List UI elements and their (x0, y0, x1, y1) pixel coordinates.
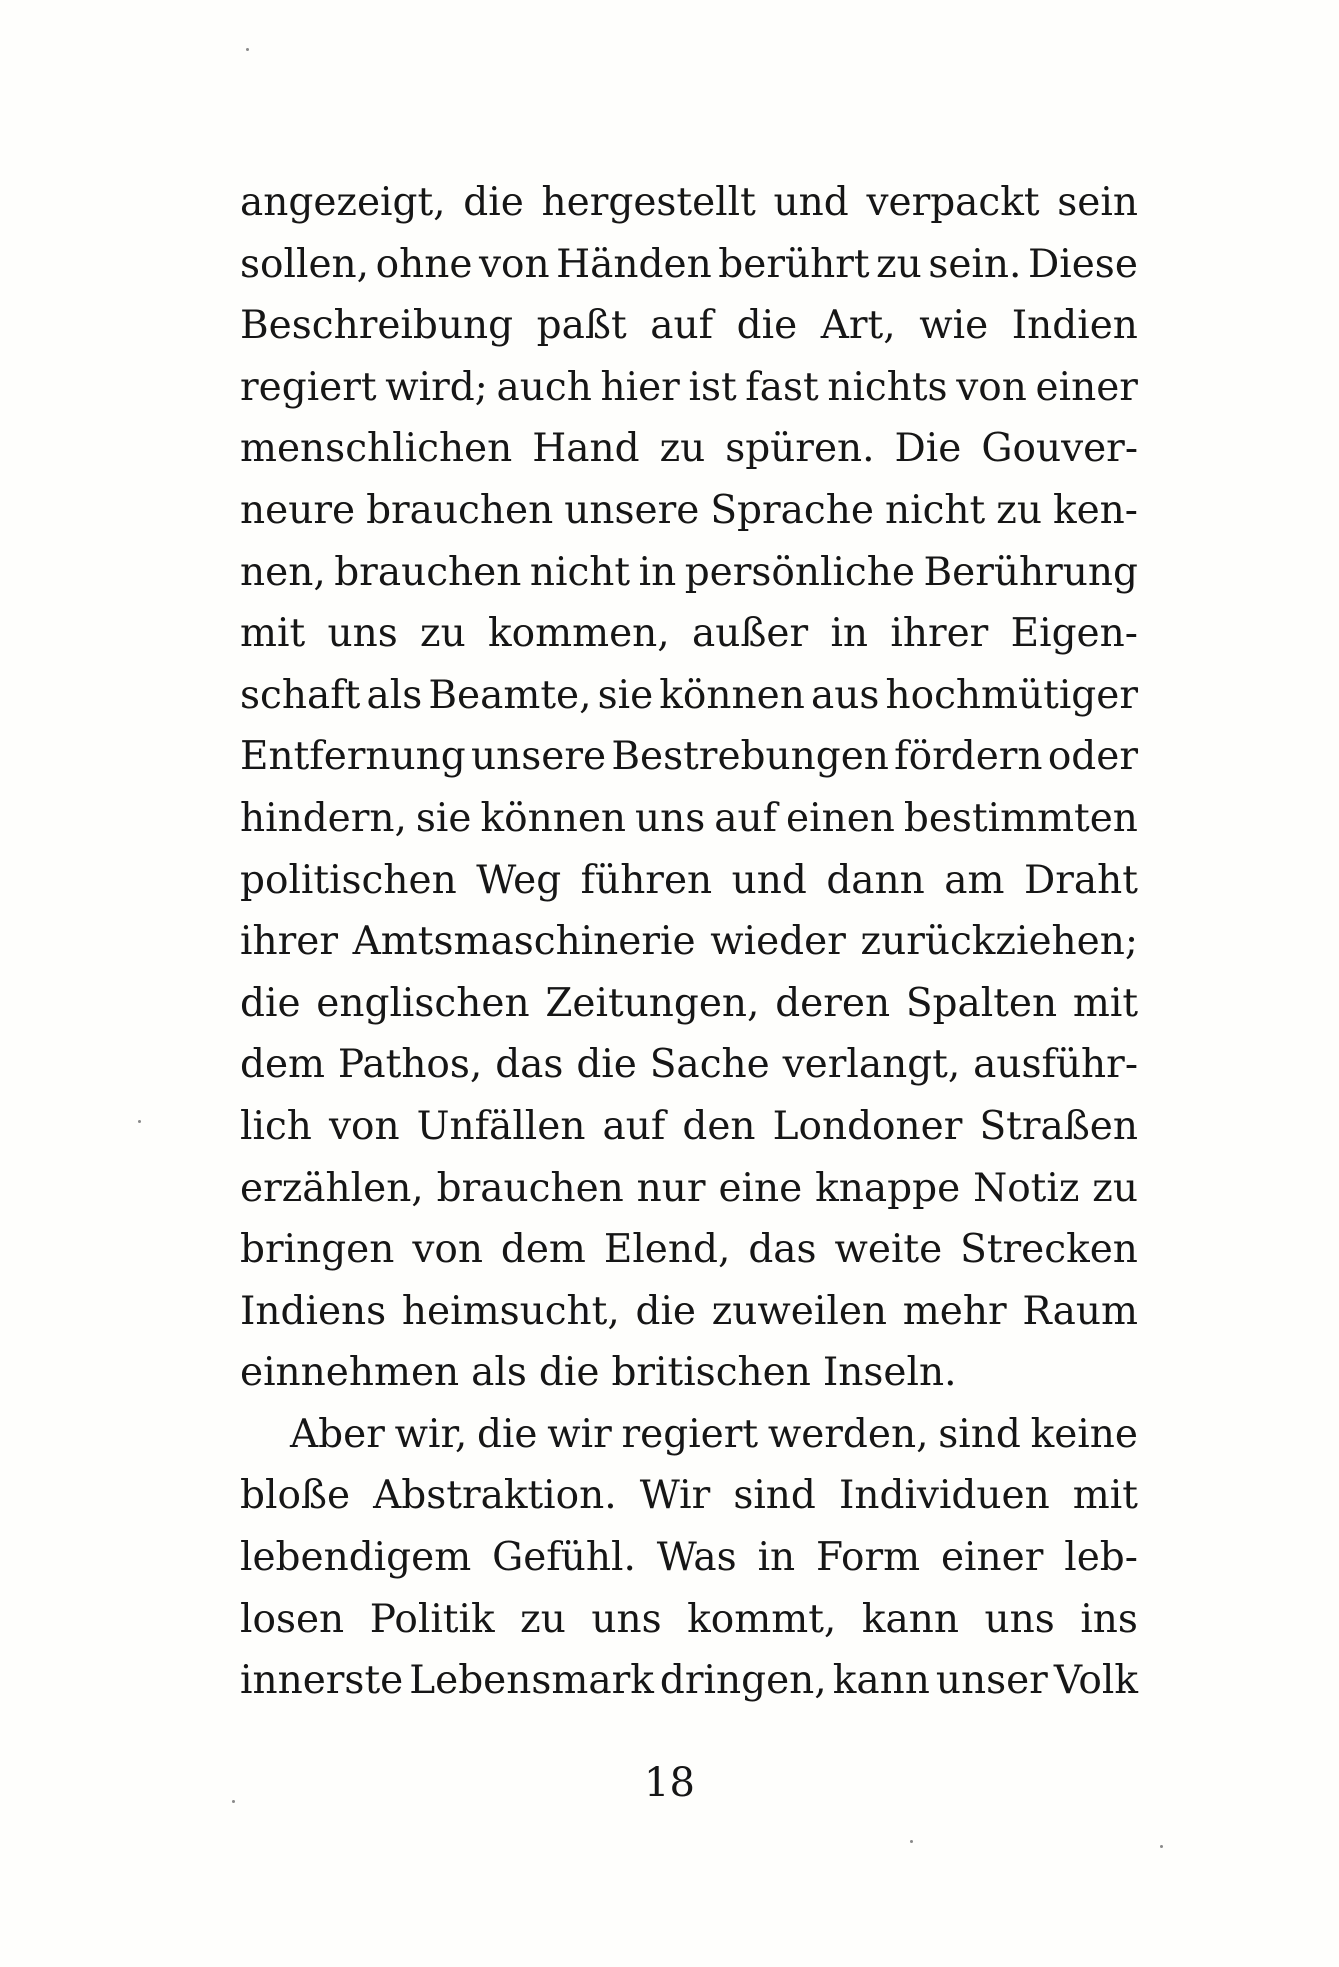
word: oder (1047, 734, 1138, 780)
word: sollen, (240, 241, 370, 287)
text-line (240, 726, 1138, 788)
word: mit (1072, 1473, 1138, 1519)
text-line (240, 911, 1138, 973)
word: Die (894, 426, 962, 472)
text-line (240, 1527, 1138, 1589)
word: zu (520, 1596, 566, 1642)
word: Londoner (772, 1103, 963, 1149)
word: nicht (885, 487, 986, 533)
word: Zeitungen, (545, 980, 760, 1026)
word: einen (786, 795, 895, 841)
word: die (576, 1042, 637, 1088)
text-line (240, 1281, 1138, 1343)
word: verpackt (866, 180, 1040, 225)
word: Entfernung (240, 734, 466, 780)
text-line (240, 603, 1138, 665)
word: dem (240, 1042, 326, 1088)
word: deren (775, 980, 891, 1026)
word: die (240, 980, 301, 1026)
word: zu (1092, 1165, 1138, 1211)
word: wie (919, 303, 989, 349)
word: das (495, 1042, 564, 1088)
word: Weg (476, 857, 562, 903)
word: von (328, 1103, 400, 1149)
word: Beschreibung (240, 303, 514, 349)
word: sind (733, 1473, 816, 1519)
word: Hand (532, 426, 640, 472)
word: kann (861, 1596, 959, 1642)
word: von (412, 1227, 483, 1273)
body-text (240, 172, 1138, 1712)
word: als (366, 672, 423, 718)
word: uns (635, 795, 706, 841)
word: ken- (1052, 487, 1138, 533)
text-line (240, 1342, 1138, 1404)
word: unser (935, 1658, 1048, 1704)
word: leb- (1064, 1535, 1138, 1581)
word: lich (240, 1103, 312, 1149)
word: kann (832, 1658, 930, 1704)
word: das (748, 1227, 817, 1273)
word: zuweilen (711, 1288, 888, 1334)
word: einer (1035, 364, 1138, 410)
word: Straßen (979, 1103, 1138, 1149)
word: mehr (902, 1288, 1007, 1334)
word: sie (597, 672, 654, 718)
word: Form (816, 1535, 921, 1581)
word: losen (240, 1596, 345, 1642)
text-line (240, 418, 1138, 480)
text-line (240, 357, 1138, 419)
word: in (757, 1535, 796, 1581)
word: mit (240, 611, 306, 657)
word: regiert (240, 364, 377, 410)
word: bestimmten (903, 795, 1138, 841)
word: fördern (894, 734, 1043, 780)
word: kommen, (488, 611, 670, 657)
word: nichts (827, 364, 948, 410)
word: Gefühl. (492, 1535, 636, 1581)
word: brauchen (366, 487, 554, 533)
word: zurückziehen; (860, 919, 1138, 965)
word: Elend, (603, 1227, 731, 1273)
word: von (478, 241, 550, 287)
word: von (956, 364, 1027, 410)
word: weite (834, 1227, 943, 1273)
word: Art, (820, 303, 896, 349)
paper-speck (232, 1800, 235, 1803)
word: Raum (1022, 1288, 1138, 1334)
word: schaft (240, 672, 361, 718)
text-line (240, 1158, 1138, 1220)
word: hindern, (240, 795, 407, 841)
word: britischen (611, 1350, 811, 1396)
word: können (480, 795, 627, 841)
word: außer (691, 611, 809, 657)
word: Berührung (923, 549, 1138, 595)
word: als (471, 1350, 527, 1396)
word: wird; (385, 364, 488, 410)
text-line (240, 1650, 1138, 1712)
word: nur (636, 1165, 706, 1211)
word: dem (500, 1227, 586, 1273)
word: regiert (621, 1411, 759, 1457)
word: Eigen- (1010, 611, 1138, 657)
word: menschlichen (240, 426, 513, 472)
text-line (240, 1404, 1138, 1466)
word: fast (745, 364, 819, 410)
word: ihrer (240, 919, 338, 965)
word: spüren. (725, 426, 875, 472)
word: innerste (240, 1658, 404, 1704)
word: können (659, 672, 805, 718)
text-line (240, 850, 1138, 912)
word: werden, (767, 1411, 929, 1457)
word: Gouver- (981, 426, 1138, 472)
word: auch (496, 364, 592, 410)
word: Notiz (973, 1165, 1080, 1211)
word: hergestellt (541, 180, 756, 225)
text-line (240, 542, 1138, 604)
word: zu (996, 487, 1042, 533)
word: wir (547, 1411, 612, 1457)
word: dringen, (659, 1658, 827, 1704)
word: uns (591, 1596, 662, 1642)
word: lebendigem (240, 1535, 472, 1581)
word: am (944, 857, 1005, 903)
word: ins (1080, 1596, 1138, 1642)
word: sein (1057, 180, 1138, 225)
word: Händen (556, 241, 712, 287)
word: Indiens (240, 1288, 387, 1334)
text-line (240, 295, 1138, 357)
word: die (463, 180, 524, 225)
word: wieder (710, 919, 846, 965)
word: die (635, 1288, 697, 1334)
word: politischen (240, 857, 457, 903)
word: erzählen, (240, 1165, 424, 1211)
word: angezeigt, (240, 180, 446, 225)
word: auf (650, 303, 714, 349)
word: Spalten (905, 980, 1058, 1026)
word: aus (810, 672, 880, 718)
word: sein. (928, 241, 1022, 287)
word: und (731, 857, 807, 903)
word: führen (580, 857, 713, 903)
word: die (538, 1350, 600, 1396)
paragraph-2 (240, 1404, 1138, 1712)
word: Aber (290, 1411, 385, 1457)
paper-speck (246, 48, 249, 51)
word: knappe (815, 1165, 961, 1211)
word: kommt, (687, 1596, 837, 1642)
word: und (773, 180, 849, 225)
word: hier (600, 364, 680, 410)
text-line (240, 788, 1138, 850)
word: hochmütiger (885, 672, 1138, 718)
word: heimsucht, (401, 1288, 620, 1334)
word: zu (420, 611, 466, 657)
word: unsere (564, 487, 700, 533)
paper-speck (138, 1120, 141, 1123)
word: persönliche (684, 549, 915, 595)
word: Beamte, (428, 672, 592, 718)
word: mit (1072, 980, 1138, 1026)
word: wir, (394, 1411, 468, 1457)
word: keine (1030, 1411, 1138, 1457)
word: Inseln. (822, 1350, 957, 1396)
word: Indien (1011, 303, 1138, 349)
word: Diese (1027, 241, 1138, 287)
word: einer (940, 1535, 1044, 1581)
text-line (240, 480, 1138, 542)
text-line (240, 973, 1138, 1035)
word: Amtsmaschinerie (352, 919, 696, 965)
word: Strecken (960, 1227, 1138, 1273)
word: Volk (1053, 1658, 1138, 1704)
word: sind (938, 1411, 1021, 1457)
word: Bestrebungen (611, 734, 889, 780)
word: ihrer (890, 611, 989, 657)
word: paßt (536, 303, 627, 349)
word: unsere (471, 734, 607, 780)
word: auf (602, 1103, 666, 1149)
word: ohne (375, 241, 473, 287)
word: zu (876, 241, 922, 287)
word: brauchen (436, 1165, 624, 1211)
word: verlangt, (782, 1042, 961, 1088)
word: sie (415, 795, 472, 841)
word: in (830, 611, 869, 657)
word: nen, (240, 549, 326, 595)
word: Pathos, (337, 1042, 483, 1088)
word: bringen (240, 1227, 395, 1273)
word: Lebensmark (409, 1658, 654, 1704)
text-line (240, 1034, 1138, 1096)
word: englischen (316, 980, 530, 1026)
word: in (638, 549, 677, 595)
page-number: 18 (644, 1760, 695, 1806)
word: Unfällen (416, 1103, 586, 1149)
word: ist (688, 364, 737, 410)
word: Abstraktion. (373, 1473, 617, 1519)
word: Draht (1023, 857, 1138, 903)
word: Wir (639, 1473, 711, 1519)
text-line (240, 1096, 1138, 1158)
word: die (476, 1411, 538, 1457)
paragraph-1 (240, 172, 1138, 1404)
word: die (736, 303, 798, 349)
word: uns (327, 611, 398, 657)
word: eine (718, 1165, 803, 1211)
text-line (240, 665, 1138, 727)
word: neure (240, 487, 356, 533)
word: Sache (649, 1042, 770, 1088)
word: auf (714, 795, 778, 841)
text-line (240, 234, 1138, 296)
word: Was (656, 1535, 737, 1581)
word: zu (659, 426, 706, 472)
word: ausführ- (973, 1042, 1138, 1088)
word: dann (826, 857, 925, 903)
paper-speck (1160, 1845, 1163, 1848)
word: uns (984, 1596, 1055, 1642)
text-line (240, 1589, 1138, 1651)
word: brauchen (334, 549, 522, 595)
word: Sprache (710, 487, 874, 533)
text-line (240, 1219, 1138, 1281)
word: Individuen (838, 1473, 1050, 1519)
word: bloße (240, 1473, 351, 1519)
word: berührt (718, 241, 870, 287)
text-line (240, 1465, 1138, 1527)
word: Politik (369, 1596, 495, 1642)
word: den (682, 1103, 756, 1149)
word: einnehmen (240, 1350, 460, 1396)
word: nicht (529, 549, 631, 595)
paper-speck (910, 1840, 913, 1843)
text-line (240, 172, 1138, 234)
